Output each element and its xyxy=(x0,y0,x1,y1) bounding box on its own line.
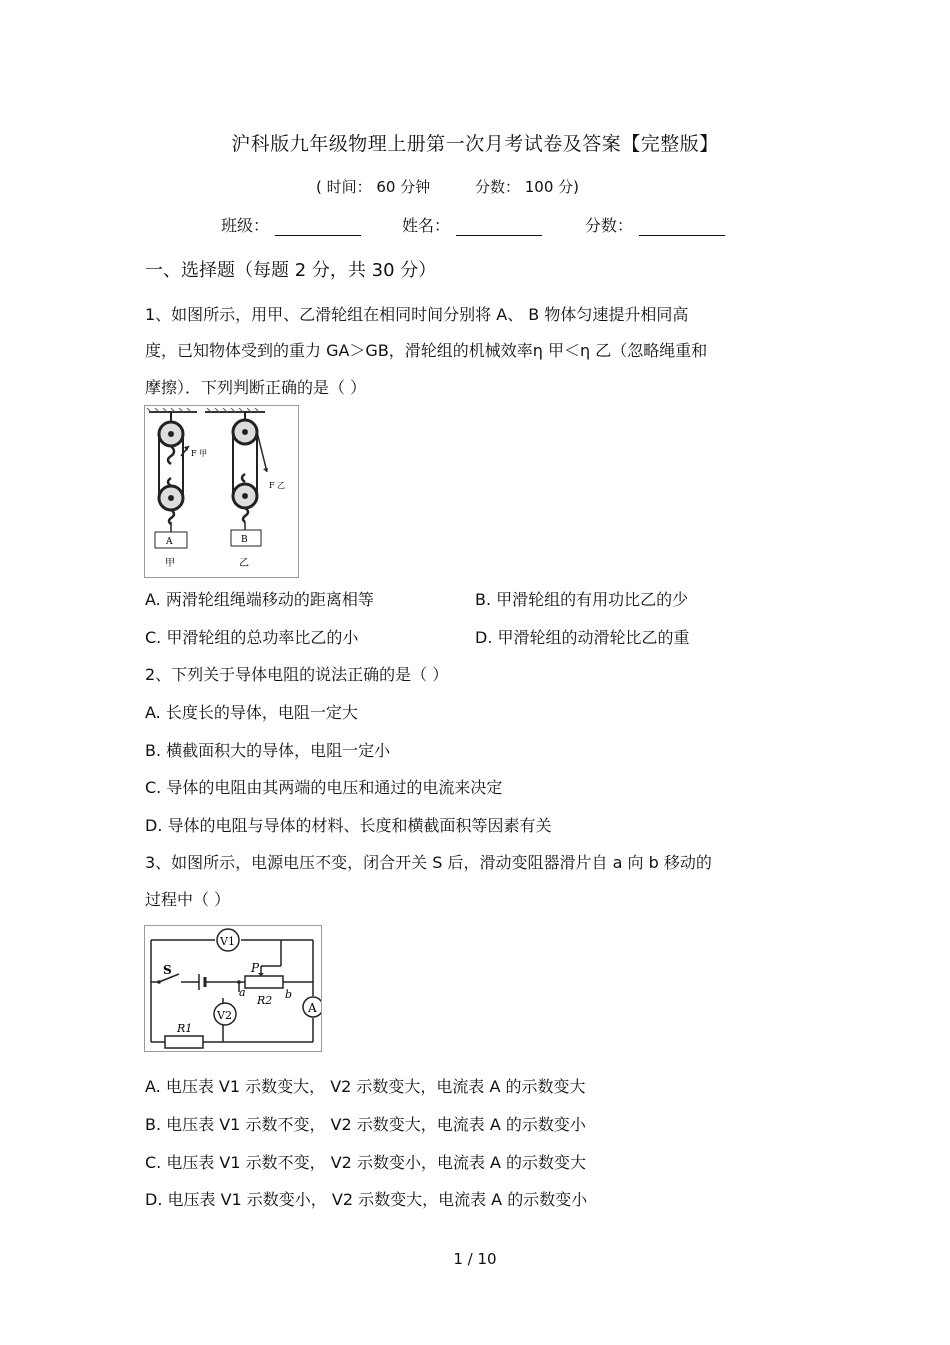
switch-label: S xyxy=(163,963,172,977)
v2-label: V2 xyxy=(217,1009,232,1022)
v1-label: V1 xyxy=(220,935,235,948)
ammeter-label: A xyxy=(308,1001,317,1015)
box-b-label: B xyxy=(241,535,248,545)
f-yi-label: F 乙 xyxy=(269,481,286,490)
terminal-b-label: b xyxy=(285,988,293,1001)
section-heading: 一、选择题（每题 2 分，共 30 分） xyxy=(145,260,437,281)
terminal-a-label: a xyxy=(239,986,246,999)
class-field xyxy=(221,213,361,236)
caption-yi: 乙 xyxy=(239,558,249,569)
name-label: 姓名： xyxy=(402,216,451,235)
q2-option-c: C. 导体的电阻由其两端的电压和通过的电流来决定 xyxy=(145,778,503,797)
circuit-diagram xyxy=(145,926,321,1051)
pulley-group-jia xyxy=(155,412,207,569)
q1-option-c: C. 甲滑轮组的总功率比乙的小 xyxy=(145,628,359,647)
slider-label: P xyxy=(251,961,260,975)
q1-line1: 1、如图所示，用甲、乙滑轮组在相同时间分别将 A、 B 物体匀速提升相同高 xyxy=(145,305,689,324)
q1-option-d: D. 甲滑轮组的动滑轮比乙的重 xyxy=(475,628,690,647)
box-a-label: A xyxy=(166,537,173,547)
circuit-figure xyxy=(144,925,322,1052)
q3-option-c: C. 电压表 V1 示数不变， V2 示数变小，电流表 A 的示数变大 xyxy=(145,1153,587,1172)
q1-option-a: A. 两滑轮组绳端移动的距离相等 xyxy=(145,590,374,609)
q1-line2: 度，已知物体受到的重力 GA＞GB，滑轮组的机械效率η 甲＜η 乙（忽略绳重和 xyxy=(145,341,708,360)
score-blank xyxy=(639,217,725,236)
exam-score: 分数： 100 分) xyxy=(475,178,580,196)
score-label: 分数： xyxy=(585,216,634,235)
q2-option-a: A. 长度长的导体，电阻一定大 xyxy=(145,703,358,722)
page-title: 沪科版九年级物理上册第一次月考试卷及答案【完整版】 xyxy=(231,133,719,155)
class-label: 班级： xyxy=(221,216,270,235)
q2-stem: 2、下列关于导体电阻的说法正确的是（ ） xyxy=(145,665,449,684)
q2-option-d: D. 导体的电阻与导体的材料、长度和横截面积等因素有关 xyxy=(145,816,552,835)
q3-line1: 3、如图所示，电源电压不变，闭合开关 S 后，滑动变阻器滑片自 a 向 b 移动的 xyxy=(145,853,712,872)
name-field xyxy=(402,213,542,236)
caption-jia: 甲 xyxy=(165,558,175,569)
q3-line2: 过程中（ ） xyxy=(145,890,231,909)
r1-label: R1 xyxy=(177,1022,193,1035)
q2-option-b: B. 横截面积大的导体，电阻一定小 xyxy=(145,741,391,760)
q3-option-b: B. 电压表 V1 示数不变， V2 示数变大，电流表 A 的示数变小 xyxy=(145,1115,586,1134)
q1-option-b: B. 甲滑轮组的有用功比乙的少 xyxy=(475,590,689,609)
f-jia-label: F 甲 xyxy=(191,449,208,458)
pulley-group-yi xyxy=(231,412,285,569)
class-blank xyxy=(275,217,361,236)
exam-time: ( 时间： 60 分钟 xyxy=(316,178,431,196)
name-blank xyxy=(456,217,542,236)
score-field xyxy=(585,213,725,236)
pulley-figure xyxy=(144,405,299,578)
q3-option-d: D. 电压表 V1 示数变小， V2 示数变大，电流表 A 的示数变小 xyxy=(145,1190,588,1209)
r2-label: R2 xyxy=(257,994,273,1007)
q1-line3: 摩擦）．下列判断正确的是（ ） xyxy=(145,378,367,397)
page-number: 1 / 10 xyxy=(453,1250,497,1268)
pulley-diagram xyxy=(145,406,298,577)
q3-option-a: A. 电压表 V1 示数变大， V2 示数变大，电流表 A 的示数变大 xyxy=(145,1077,586,1096)
